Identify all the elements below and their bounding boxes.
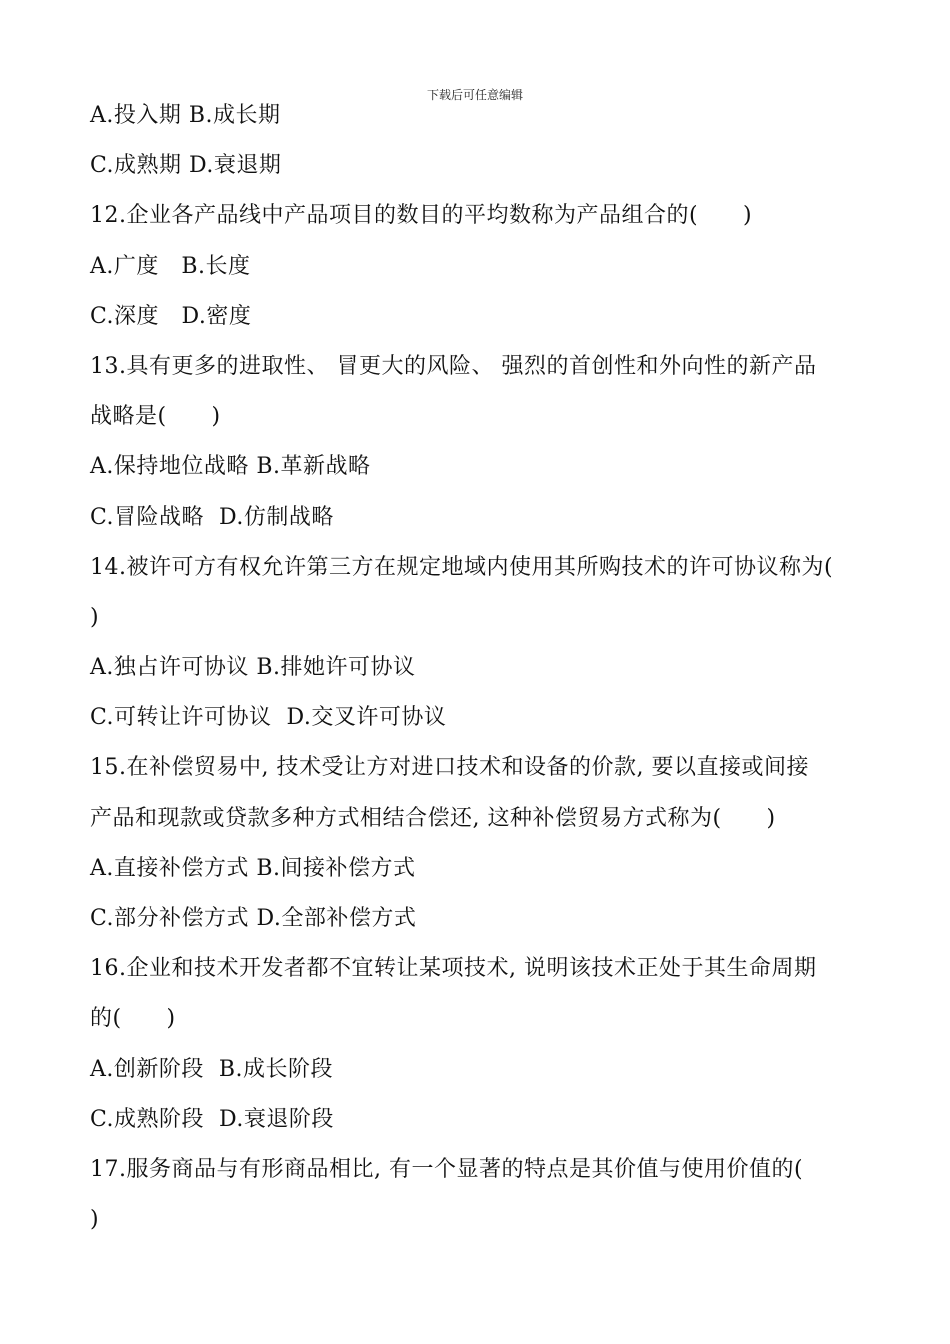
document-body bbox=[90, 96, 880, 1250]
page-header: 下载后可任意编辑 bbox=[426, 88, 523, 102]
option-line: A.直接补偿方式 B.间接补偿方式 bbox=[90, 855, 416, 881]
option-line: A.独占许可协议 B.排她许可协议 bbox=[90, 655, 416, 681]
question-13-continued: 战略是( ) bbox=[90, 404, 221, 430]
option-line: A.保持地位战略 B.革新战略 bbox=[90, 454, 371, 480]
question-16: 16.企业和技术开发者都不宜转让某项技术, 说明该技术正处于其生命周期 bbox=[90, 956, 817, 982]
question-17-continued: ) bbox=[90, 1207, 100, 1233]
option-line: A.广度 B.长度 bbox=[90, 253, 251, 279]
option-line: C.深度 D.密度 bbox=[90, 303, 252, 329]
question-16-continued: 的( ) bbox=[90, 1006, 176, 1032]
question-14-continued: ) bbox=[90, 604, 100, 630]
option-line: C.成熟期 D.衰退期 bbox=[90, 153, 282, 179]
question-14: 14.被许可方有权允许第三方在规定地域内使用其所购技术的许可协议称为( bbox=[90, 554, 834, 580]
question-12: 12.企业各产品线中产品项目的数目的平均数称为产品组合的( ) bbox=[90, 203, 753, 229]
question-17: 17.服务商品与有形商品相比, 有一个显著的特点是其价值与使用价值的( bbox=[90, 1156, 804, 1182]
option-line: C.可转让许可协议 D.交叉许可协议 bbox=[90, 705, 447, 731]
question-13: 13.具有更多的进取性、 冒更大的风险、 强烈的首创性和外向性的新产品 bbox=[90, 353, 817, 379]
option-line: A.创新阶段 B.成长阶段 bbox=[90, 1056, 334, 1082]
option-line: C.成熟阶段 D.衰退阶段 bbox=[90, 1106, 334, 1132]
question-15: 15.在补偿贸易中, 技术受让方对进口技术和设备的价款, 要以直接或间接 bbox=[90, 755, 809, 781]
option-line: C.冒险战略 D.仿制战略 bbox=[90, 504, 334, 530]
option-line: C.部分补偿方式 D.全部补偿方式 bbox=[90, 906, 417, 931]
question-15-continued: 产品和现款或贷款多种方式相结合偿还, 这种补偿贸易方式称为( ) bbox=[90, 805, 776, 831]
option-line: A.投入期 B.成长期 bbox=[90, 103, 281, 128]
